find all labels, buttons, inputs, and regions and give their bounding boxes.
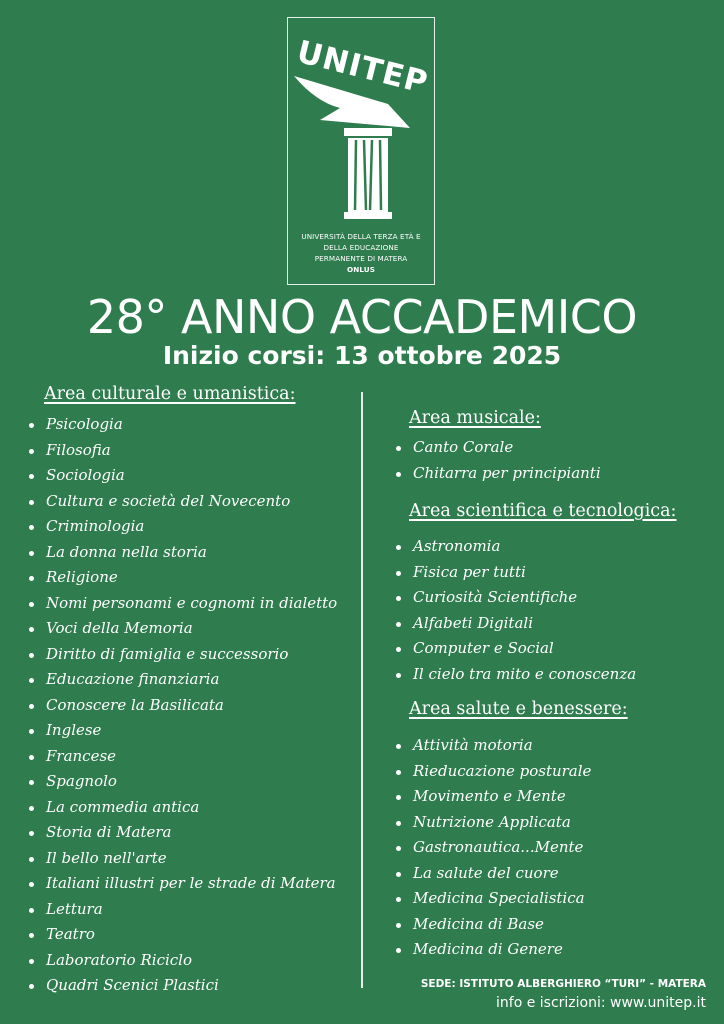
course-item: Chitarra per principianti [395, 461, 601, 487]
course-item: Il bello nell'arte [28, 846, 337, 872]
course-item: Fisica per tutti [395, 560, 636, 586]
info-website: info e iscrizioni: www.unitep.it [496, 995, 706, 1011]
course-item: Teatro [28, 922, 337, 948]
course-item: Medicina di Base [395, 912, 591, 938]
course-item: Laboratorio Riciclo [28, 948, 337, 974]
course-item: Alfabeti Digitali [395, 611, 636, 637]
course-start-date: Inizio corsi: 13 ottobre 2025 [162, 341, 562, 370]
course-item: Movimento e Mente [395, 784, 591, 810]
course-item: Il cielo tra mito e conoscenza [395, 662, 636, 688]
course-item: Astronomia [395, 534, 636, 560]
course-item: Inglese [28, 718, 337, 744]
course-item: Diritto di famiglia e successorio [28, 642, 337, 668]
course-item: Spagnolo [28, 769, 337, 795]
course-item: Nomi personami e cognomi in dialetto [28, 591, 337, 617]
list-area-musicale [395, 435, 601, 486]
course-item: Medicina Specialistica [395, 886, 591, 912]
course-item: La salute del cuore [395, 861, 591, 887]
course-item: Attività motoria [395, 733, 591, 759]
logo-caption-line: DELLA EDUCAZIONE [323, 243, 399, 252]
heading-area-culturale: Area culturale e umanistica: [44, 384, 296, 404]
course-item: Curiosità Scientifiche [395, 585, 636, 611]
heading-area-scientifica: Area scientifica e tecnologica: [409, 501, 677, 521]
course-item: Sociologia [28, 463, 337, 489]
course-item: Quadri Scenici Plastici [28, 973, 337, 999]
page-title: 28° ANNO ACCADEMICO [86, 290, 638, 344]
course-item: Voci della Memoria [28, 616, 337, 642]
column-divider [361, 392, 363, 988]
course-item: Cultura e società del Novecento [28, 489, 337, 515]
course-item: Medicina di Genere [395, 937, 591, 963]
course-item: Gastronautica...Mente [395, 835, 591, 861]
course-item: La commedia antica [28, 795, 337, 821]
logo-caption [288, 231, 434, 275]
course-item: Italiani illustri per le strade di Matera [28, 871, 337, 897]
heading-area-musicale: Area musicale: [409, 408, 541, 428]
logo-caption-line: PERMANENTE DI MATERA [314, 254, 408, 263]
unitep-logo [287, 17, 435, 285]
logo-onlus: ONLUS [347, 265, 375, 274]
course-item: Filosofia [28, 438, 337, 464]
course-item: Conoscere la Basilicata [28, 693, 337, 719]
list-area-salute [395, 733, 591, 963]
logo-caption-line: UNIVERSITÀ DELLA TERZA ETÀ E [301, 232, 421, 241]
course-item: Criminologia [28, 514, 337, 540]
course-item: La donna nella storia [28, 540, 337, 566]
course-item: Religione [28, 565, 337, 591]
course-item: Psicologia [28, 412, 337, 438]
course-item: Canto Corale [395, 435, 601, 461]
course-item: Lettura [28, 897, 337, 923]
heading-area-salute: Area salute e benessere: [409, 699, 628, 719]
course-item: Nutrizione Applicata [395, 810, 591, 836]
course-item: Storia di Matera [28, 820, 337, 846]
list-area-culturale [28, 412, 337, 999]
course-item: Computer e Social [395, 636, 636, 662]
logo-wordmark: UNITEP [293, 34, 432, 102]
course-item: Francese [28, 744, 337, 770]
list-area-scientifica [395, 534, 636, 687]
sede-address: SEDE: ISTITUTO ALBERGHIERO “TURI” - MATERA [420, 978, 706, 990]
course-item: Educazione finanziaria [28, 667, 337, 693]
course-item: Rieducazione posturale [395, 759, 591, 785]
